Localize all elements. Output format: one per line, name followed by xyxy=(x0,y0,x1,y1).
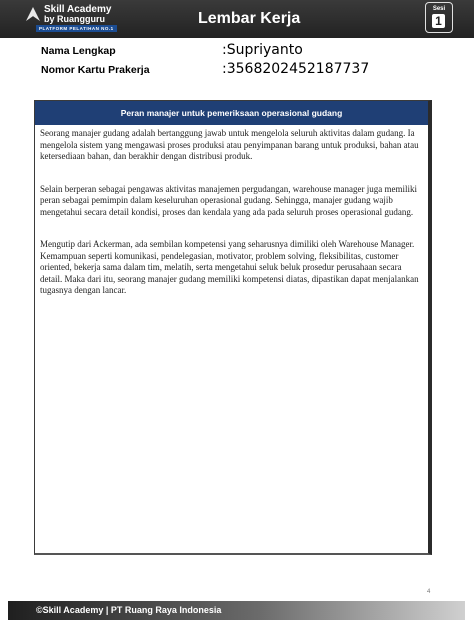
card-number-value: :3568202452187737 xyxy=(222,61,370,77)
name-value: :Supriyanto xyxy=(222,42,303,58)
page-number: 4 xyxy=(427,589,431,595)
logo-line1: Skill Academy xyxy=(44,4,112,15)
page-footer xyxy=(8,601,465,620)
logo-line2: by Ruangguru xyxy=(44,14,105,24)
worksheet-title-bar xyxy=(35,101,428,125)
page-header xyxy=(0,0,474,38)
name-label: Nama Lengkap xyxy=(41,45,116,57)
paragraph: Selain berperan sebagai pengawas aktivitas manajemen pergudangan, warehouse manager juga memiliki peran sebagai pemimpin dalam keseluruhan operasional gudang. Sehingga, manajer gudang wajib mengetahui secara detail kondisi, proses dan kendala yang ada pada seluruh proses operasional gudang. xyxy=(40,183,417,217)
card-number-label: Nomor Kartu Prakerja xyxy=(41,64,150,76)
session-number: 1 xyxy=(432,14,445,28)
session-label: Sesi xyxy=(432,6,446,12)
logo-tagline: PLATFORM PELATIHAN NO.1 xyxy=(36,25,117,32)
page-title: Lembar Kerja xyxy=(198,10,301,27)
logo-mark-icon xyxy=(26,7,40,21)
paragraph: Mengutip dari Ackerman, ada sembilan kompetensi yang seharusnya dimiliki oleh Warehouse Manager. Kemampuan seperti komunikasi, pendelegasian, motivator, problem solving, fleksibilitas, customer oriented, bekerja sama dalam tim, melatih, serta mengetahui seluk beluk prosedur perusahaan secara detail. Maka dari itu, seorang manajer gudang memiliki kompetensi diatas, dipastikan dapat menjalankan tugasnya dengan lancar. xyxy=(40,239,419,295)
worksheet-content-box xyxy=(34,100,432,555)
paragraph: Seorang manajer gudang adalah bertanggung jawab untuk mengelola seluruh aktivitas dalam gudang. Ia mengelola sistem yang mengawasi proses produksi atau penyimpanan barang untuk produksi, bahan atau ketersediaan bahan, dan berakhir dengan distribusi produk. xyxy=(40,128,419,161)
worksheet-body xyxy=(40,128,423,318)
skill-academy-logo xyxy=(26,5,156,35)
session-badge xyxy=(425,2,453,33)
worksheet-title: Peran manajer untuk pemeriksaan operasional gudang xyxy=(120,108,343,118)
footer-text: ©Skill Academy | PT Ruang Raya Indonesia xyxy=(36,605,222,615)
